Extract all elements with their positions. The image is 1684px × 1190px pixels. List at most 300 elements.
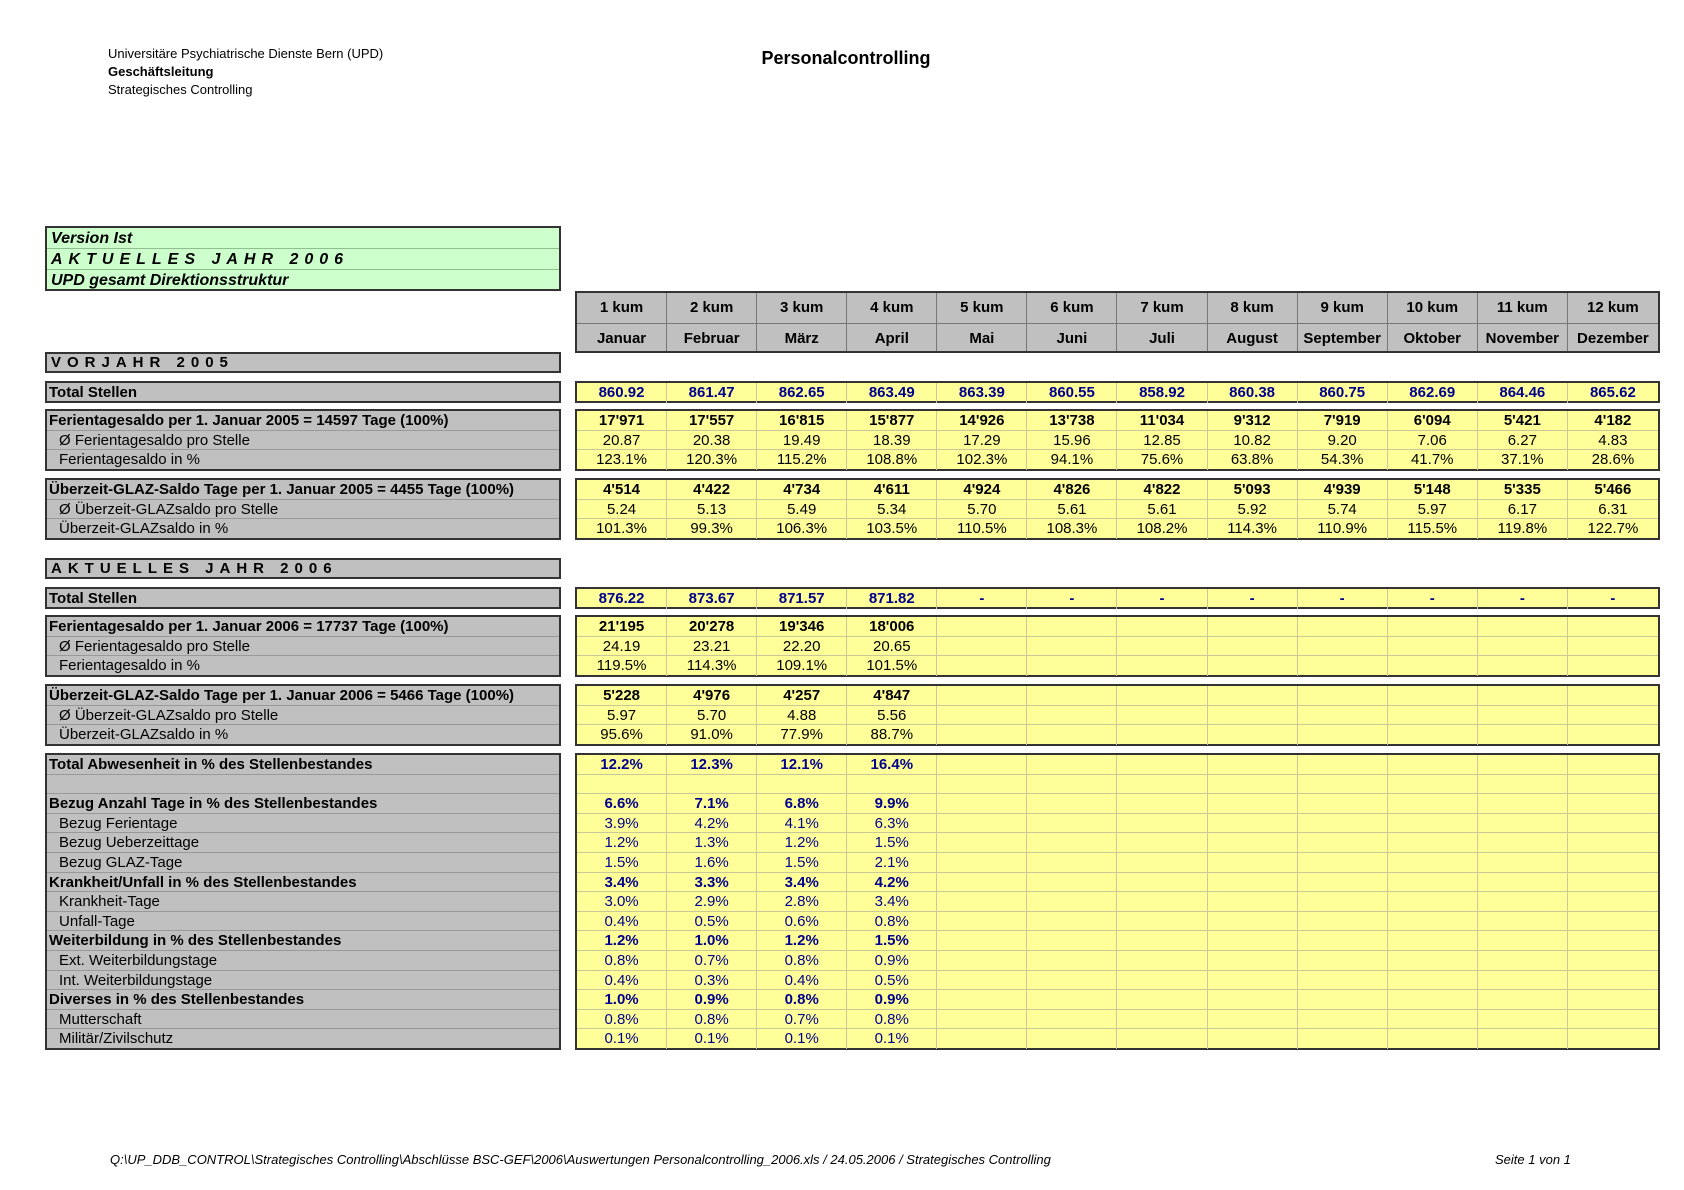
value-cell: 23.21 bbox=[667, 637, 757, 656]
row-label: Ø Ferientagesaldo pro Stelle bbox=[47, 637, 559, 657]
month-header bbox=[575, 291, 1660, 353]
value-row bbox=[577, 656, 1658, 676]
value-cell bbox=[1478, 814, 1568, 833]
value-cell: 5'093 bbox=[1208, 480, 1298, 499]
value-cell bbox=[1478, 873, 1568, 892]
value-cell bbox=[1298, 892, 1388, 911]
value-cell bbox=[1208, 971, 1298, 990]
value-cell bbox=[1568, 833, 1658, 852]
value-cell bbox=[1117, 833, 1207, 852]
value-row bbox=[577, 833, 1658, 853]
value-cell: 17.29 bbox=[937, 431, 1027, 450]
value-cell bbox=[1478, 990, 1568, 1009]
value-row bbox=[577, 411, 1658, 431]
kum-label: 4 kum bbox=[870, 299, 914, 316]
value-cell bbox=[1298, 686, 1388, 705]
value-cell: 54.3% bbox=[1298, 450, 1388, 470]
value-cell bbox=[937, 706, 1027, 725]
row-label: Unfall-Tage bbox=[47, 912, 559, 932]
value-cell bbox=[1027, 794, 1117, 813]
value-cell bbox=[1388, 706, 1478, 725]
value-cell bbox=[937, 912, 1027, 931]
value-cell bbox=[1388, 912, 1478, 931]
row-label: Ferientagesaldo per 1. Januar 2005 = 14597 Tage (100%) bbox=[47, 411, 559, 431]
org-department: Geschäftsleitung bbox=[108, 64, 214, 79]
value-cell bbox=[1208, 686, 1298, 705]
value-cell: 1.5% bbox=[847, 833, 937, 852]
row-label: Ø Ferientagesaldo pro Stelle bbox=[47, 431, 559, 451]
value-cell: 0.8% bbox=[667, 1010, 757, 1029]
aktuell-ueberzeit-labels bbox=[45, 684, 561, 746]
value-cell: 20.38 bbox=[667, 431, 757, 450]
value-cell: 2.8% bbox=[757, 892, 847, 911]
value-cell bbox=[1027, 725, 1117, 745]
value-cell: 5.97 bbox=[577, 706, 667, 725]
version-box bbox=[45, 226, 561, 291]
kum-label: 2 kum bbox=[689, 299, 734, 316]
value-cell: 16.4% bbox=[847, 755, 937, 774]
value-cell: 3.4% bbox=[847, 892, 937, 911]
value-cell bbox=[1478, 1010, 1568, 1029]
value-cell: 10.82 bbox=[1208, 431, 1298, 450]
value-cell bbox=[1568, 706, 1658, 725]
aktuell-abwesenheit-values bbox=[575, 753, 1660, 1050]
value-cell: 5.13 bbox=[667, 500, 757, 519]
month-column-header bbox=[577, 293, 667, 351]
month-column-header bbox=[1117, 293, 1207, 351]
aktuell-total-label-block bbox=[45, 587, 561, 609]
value-cell bbox=[1117, 775, 1207, 794]
value-cell: 871.57 bbox=[757, 589, 847, 609]
value-cell bbox=[937, 1029, 1027, 1049]
value-cell: 6'094 bbox=[1388, 411, 1478, 430]
value-cell bbox=[1478, 971, 1568, 990]
value-cell bbox=[1027, 686, 1117, 705]
kum-label: 12 kum bbox=[1587, 299, 1639, 316]
aktuell-abwesenheit-labels bbox=[45, 753, 561, 1050]
value-cell bbox=[667, 775, 757, 794]
value-cell: 0.9% bbox=[847, 951, 937, 970]
value-cell bbox=[1117, 637, 1207, 656]
value-row bbox=[577, 450, 1658, 470]
value-cell: - bbox=[1208, 589, 1298, 609]
row-label: Bezug Anzahl Tage in % des Stellenbestandes bbox=[47, 794, 559, 814]
month-column-header bbox=[1478, 293, 1568, 351]
value-cell bbox=[1478, 755, 1568, 774]
value-cell: 0.8% bbox=[577, 951, 667, 970]
value-row bbox=[577, 589, 1658, 609]
value-cell bbox=[1388, 971, 1478, 990]
row-label: Krankheit-Tage bbox=[47, 892, 559, 912]
value-cell bbox=[1208, 1029, 1298, 1049]
value-cell bbox=[1117, 686, 1207, 705]
value-cell bbox=[1478, 931, 1568, 950]
value-cell: 6.17 bbox=[1478, 500, 1568, 519]
value-cell: 5'148 bbox=[1388, 480, 1478, 499]
value-cell bbox=[1568, 853, 1658, 872]
value-cell: - bbox=[1117, 589, 1207, 609]
value-cell: 103.5% bbox=[847, 519, 937, 539]
value-cell bbox=[1027, 656, 1117, 676]
month-label: September bbox=[1298, 323, 1387, 354]
value-cell: 5'335 bbox=[1478, 480, 1568, 499]
value-cell: 15.96 bbox=[1027, 431, 1117, 450]
organisation-header bbox=[108, 45, 383, 99]
month-label: Februar bbox=[667, 323, 756, 354]
value-cell bbox=[1568, 1029, 1658, 1049]
value-cell: 0.7% bbox=[757, 1010, 847, 1029]
value-row bbox=[577, 1010, 1658, 1030]
value-cell: 20.65 bbox=[847, 637, 937, 656]
month-label: August bbox=[1208, 323, 1297, 354]
value-cell bbox=[1298, 873, 1388, 892]
value-cell bbox=[1208, 706, 1298, 725]
value-cell: 20'278 bbox=[667, 617, 757, 636]
value-cell: 12.1% bbox=[757, 755, 847, 774]
value-cell: 15'877 bbox=[847, 411, 937, 430]
value-cell: 18.39 bbox=[847, 431, 937, 450]
value-cell: - bbox=[1298, 589, 1388, 609]
value-cell bbox=[1027, 892, 1117, 911]
value-cell bbox=[1117, 794, 1207, 813]
value-cell bbox=[1568, 794, 1658, 813]
row-label: Ø Überzeit-GLAZsaldo pro Stelle bbox=[47, 500, 559, 520]
value-cell: 5.34 bbox=[847, 500, 937, 519]
value-cell: 9.20 bbox=[1298, 431, 1388, 450]
value-cell bbox=[1388, 931, 1478, 950]
month-column-header bbox=[937, 293, 1027, 351]
value-cell bbox=[1027, 1029, 1117, 1049]
value-cell: 5.74 bbox=[1298, 500, 1388, 519]
value-cell bbox=[1117, 755, 1207, 774]
value-cell bbox=[1117, 656, 1207, 676]
value-cell: 21'195 bbox=[577, 617, 667, 636]
kum-label: 10 kum bbox=[1406, 299, 1459, 316]
value-cell: 14'926 bbox=[937, 411, 1027, 430]
value-cell: 37.1% bbox=[1478, 450, 1568, 470]
value-cell bbox=[1117, 706, 1207, 725]
value-cell: 122.7% bbox=[1587, 520, 1639, 538]
value-cell bbox=[1298, 656, 1388, 676]
value-cell bbox=[1568, 775, 1658, 794]
footer-page-number: Seite 1 von 1 bbox=[1495, 1152, 1571, 1167]
value-cell: 873.67 bbox=[667, 589, 757, 609]
value-cell: 75.6% bbox=[1117, 450, 1207, 470]
value-cell bbox=[1298, 912, 1388, 931]
value-cell: 4'422 bbox=[667, 480, 757, 499]
value-cell: 3.4% bbox=[757, 873, 847, 892]
value-cell bbox=[1568, 617, 1658, 636]
value-cell bbox=[1388, 794, 1478, 813]
value-cell bbox=[1388, 990, 1478, 1009]
value-cell: 4'257 bbox=[757, 686, 847, 705]
value-cell: 109.1% bbox=[757, 656, 847, 676]
page-title: Personalcontrolling bbox=[761, 48, 931, 68]
value-cell bbox=[937, 617, 1027, 636]
value-cell bbox=[1117, 931, 1207, 950]
value-row bbox=[577, 480, 1658, 500]
value-cell bbox=[1027, 931, 1117, 950]
value-cell: 13'738 bbox=[1027, 411, 1117, 430]
value-cell: 7.06 bbox=[1388, 431, 1478, 450]
value-cell: 865.62 bbox=[1589, 384, 1636, 401]
value-cell bbox=[1568, 686, 1658, 705]
section-aktuell-title: AKTUELLES JAHR 2006 bbox=[45, 558, 561, 579]
value-cell bbox=[1298, 637, 1388, 656]
value-cell: - bbox=[1478, 589, 1568, 609]
row-label: Bezug Ueberzeittage bbox=[47, 833, 559, 853]
row-label: Überzeit-GLAZsaldo in % bbox=[59, 520, 229, 538]
value-cell bbox=[1478, 833, 1568, 852]
value-cell: 4'826 bbox=[1027, 480, 1117, 499]
value-cell bbox=[1208, 892, 1298, 911]
value-cell: 6.31 bbox=[1598, 500, 1628, 518]
row-label: Ext. Weiterbildungstage bbox=[47, 951, 559, 971]
value-cell bbox=[1568, 656, 1658, 676]
value-cell: 0.1% bbox=[577, 1029, 667, 1049]
value-cell bbox=[1568, 912, 1658, 931]
value-cell: 0.5% bbox=[847, 971, 937, 990]
value-cell bbox=[1478, 853, 1568, 872]
value-row bbox=[577, 794, 1658, 814]
value-cell: 862.69 bbox=[1388, 383, 1478, 403]
value-cell: 106.3% bbox=[757, 519, 847, 539]
value-cell: 0.8% bbox=[847, 1010, 937, 1029]
value-cell: 3.4% bbox=[577, 873, 667, 892]
value-cell: 94.1% bbox=[1027, 450, 1117, 470]
value-cell: 5'228 bbox=[577, 686, 667, 705]
month-column-header bbox=[1298, 293, 1388, 351]
value-cell: 1.5% bbox=[757, 853, 847, 872]
value-cell bbox=[1208, 617, 1298, 636]
value-cell: 862.65 bbox=[757, 383, 847, 403]
value-cell: 4.88 bbox=[757, 706, 847, 725]
value-cell bbox=[1478, 725, 1568, 745]
value-cell: 5.97 bbox=[1388, 500, 1478, 519]
value-cell: 0.5% bbox=[667, 912, 757, 931]
value-cell bbox=[1568, 892, 1658, 911]
value-row bbox=[577, 951, 1658, 971]
month-column-header bbox=[847, 293, 937, 351]
value-cell bbox=[1027, 951, 1117, 970]
value-cell bbox=[1388, 755, 1478, 774]
value-cell: 1.2% bbox=[577, 931, 667, 950]
value-cell: 3.3% bbox=[667, 873, 757, 892]
value-cell: 0.8% bbox=[757, 951, 847, 970]
value-cell: - bbox=[1610, 590, 1616, 607]
value-row bbox=[577, 931, 1658, 951]
value-cell: 9'312 bbox=[1208, 411, 1298, 430]
value-cell bbox=[1388, 892, 1478, 911]
value-cell: - bbox=[1388, 589, 1478, 609]
value-cell: 0.4% bbox=[577, 912, 667, 931]
value-cell bbox=[1568, 971, 1658, 990]
value-cell bbox=[1568, 873, 1658, 892]
value-cell bbox=[1568, 725, 1658, 745]
section-vorjahr-title: VORJAHR 2005 bbox=[45, 352, 561, 373]
value-cell bbox=[1478, 794, 1568, 813]
value-row bbox=[577, 912, 1658, 932]
value-cell bbox=[937, 775, 1027, 794]
value-cell bbox=[1568, 1010, 1658, 1029]
value-cell bbox=[1027, 971, 1117, 990]
value-cell: 3.9% bbox=[577, 814, 667, 833]
month-column-header bbox=[757, 293, 847, 351]
value-cell: 120.3% bbox=[667, 450, 757, 470]
vorjahr-ferien-values bbox=[575, 409, 1660, 471]
value-cell: - bbox=[1027, 589, 1117, 609]
value-cell: 6.27 bbox=[1478, 431, 1568, 450]
value-row bbox=[577, 814, 1658, 834]
value-cell: 110.5% bbox=[937, 519, 1027, 539]
value-row bbox=[577, 775, 1658, 795]
vorjahr-total-label-block bbox=[45, 381, 561, 403]
kum-label: 3 kum bbox=[780, 299, 824, 316]
row-label: Überzeit-GLAZsaldo in % bbox=[59, 726, 229, 744]
value-cell bbox=[1117, 971, 1207, 990]
month-label: Mai bbox=[937, 323, 1026, 354]
value-cell: 5.92 bbox=[1208, 500, 1298, 519]
month-label: Juli bbox=[1117, 323, 1206, 354]
value-cell: 114.3% bbox=[1208, 519, 1298, 539]
value-cell bbox=[937, 755, 1027, 774]
kum-label: 1 kum bbox=[599, 299, 644, 316]
value-cell bbox=[937, 794, 1027, 813]
value-cell: 17'971 bbox=[577, 411, 667, 430]
value-cell: 119.8% bbox=[1478, 519, 1568, 539]
value-cell bbox=[757, 775, 847, 794]
row-label: Überzeit-GLAZ-Saldo Tage per 1. Januar 2006 = 5466 Tage (100%) bbox=[47, 686, 559, 706]
value-cell bbox=[1298, 775, 1388, 794]
value-cell bbox=[1117, 725, 1207, 745]
row-label: Ø Überzeit-GLAZsaldo pro Stelle bbox=[47, 706, 559, 726]
value-cell: 6.6% bbox=[577, 794, 667, 813]
value-cell bbox=[1388, 1029, 1478, 1049]
value-cell bbox=[1388, 775, 1478, 794]
value-cell bbox=[1117, 990, 1207, 1009]
row-label: Int. Weiterbildungstage bbox=[47, 971, 559, 991]
month-column-header bbox=[1027, 293, 1117, 351]
value-cell: 4'847 bbox=[847, 686, 937, 705]
value-cell bbox=[1568, 990, 1658, 1009]
value-cell bbox=[1388, 873, 1478, 892]
value-cell bbox=[1568, 814, 1658, 833]
value-cell bbox=[1027, 1010, 1117, 1029]
value-cell: 4.2% bbox=[847, 873, 937, 892]
footer-file-path: Q:\UP_DDB_CONTROL\Strategisches Controlling\Abschlüsse BSC-GEF\2006\Auswertungen Personalcontrolling_2006.xls / 24.05.2006 / Strategisches Controlling bbox=[110, 1152, 1051, 1167]
value-cell: 108.2% bbox=[1117, 519, 1207, 539]
value-cell bbox=[937, 656, 1027, 676]
vorjahr-total-label: Total Stellen bbox=[49, 384, 138, 401]
value-cell: 5.70 bbox=[667, 706, 757, 725]
kum-label: 5 kum bbox=[960, 299, 1004, 316]
aktuell-total-values bbox=[575, 587, 1660, 609]
row-label: Ferientagesaldo per 1. Januar 2006 = 17737 Tage (100%) bbox=[47, 617, 559, 637]
row-label: Bezug GLAZ-Tage bbox=[47, 853, 559, 873]
value-cell bbox=[1208, 990, 1298, 1009]
value-cell: 860.55 bbox=[1027, 383, 1117, 403]
value-cell: 4.1% bbox=[757, 814, 847, 833]
value-cell: 2.1% bbox=[847, 853, 937, 872]
value-row bbox=[577, 519, 1658, 539]
value-cell bbox=[937, 931, 1027, 950]
value-cell bbox=[1388, 814, 1478, 833]
kum-label: 7 kum bbox=[1140, 299, 1184, 316]
value-cell: 863.49 bbox=[847, 383, 937, 403]
aktuell-ferien-values bbox=[575, 615, 1660, 677]
row-label bbox=[47, 775, 559, 795]
value-cell: 11'034 bbox=[1117, 411, 1207, 430]
value-cell bbox=[1478, 892, 1568, 911]
value-cell: 5.24 bbox=[577, 500, 667, 519]
value-cell: 19.49 bbox=[757, 431, 847, 450]
value-cell bbox=[937, 971, 1027, 990]
month-label: April bbox=[847, 323, 936, 354]
row-label: Total Abwesenheit in % des Stellenbestandes bbox=[47, 755, 559, 775]
value-cell: 4.2% bbox=[667, 814, 757, 833]
row-label: Diverses in % des Stellenbestandes bbox=[47, 990, 559, 1010]
value-cell: 0.1% bbox=[847, 1029, 937, 1049]
value-cell: 16'815 bbox=[757, 411, 847, 430]
value-cell: 0.1% bbox=[757, 1029, 847, 1049]
value-cell bbox=[1388, 853, 1478, 872]
value-cell: 108.8% bbox=[847, 450, 937, 470]
value-cell: 12.3% bbox=[667, 755, 757, 774]
value-cell bbox=[937, 725, 1027, 745]
value-cell: 4'514 bbox=[577, 480, 667, 499]
value-cell bbox=[577, 775, 667, 794]
value-cell bbox=[1027, 814, 1117, 833]
value-cell bbox=[937, 951, 1027, 970]
value-cell bbox=[1208, 1010, 1298, 1029]
value-cell: 114.3% bbox=[667, 656, 757, 676]
value-row bbox=[577, 706, 1658, 726]
month-label: Juni bbox=[1027, 323, 1116, 354]
value-cell: 4.83 bbox=[1598, 431, 1628, 449]
kum-label: 8 kum bbox=[1230, 299, 1274, 316]
vorjahr-ferien-labels bbox=[45, 409, 561, 471]
value-cell: 4'976 bbox=[667, 686, 757, 705]
value-cell bbox=[1298, 1010, 1388, 1029]
value-cell: 0.8% bbox=[757, 990, 847, 1009]
value-cell bbox=[1478, 1029, 1568, 1049]
value-cell: 0.8% bbox=[847, 912, 937, 931]
value-cell: 5.70 bbox=[937, 500, 1027, 519]
value-cell: 88.7% bbox=[847, 725, 937, 745]
value-cell bbox=[1117, 873, 1207, 892]
value-cell bbox=[1298, 706, 1388, 725]
value-row bbox=[577, 892, 1658, 912]
value-cell: - bbox=[937, 589, 1027, 609]
value-cell bbox=[1208, 725, 1298, 745]
value-row bbox=[577, 637, 1658, 657]
value-cell bbox=[847, 775, 937, 794]
value-cell bbox=[1208, 833, 1298, 852]
value-cell bbox=[1478, 775, 1568, 794]
value-cell: 1.2% bbox=[757, 931, 847, 950]
value-cell: 1.6% bbox=[667, 853, 757, 872]
value-cell bbox=[1027, 833, 1117, 852]
value-cell bbox=[937, 686, 1027, 705]
value-cell bbox=[1027, 706, 1117, 725]
value-cell bbox=[1027, 755, 1117, 774]
value-cell: 5.56 bbox=[847, 706, 937, 725]
row-label: Ferientagesaldo in % bbox=[59, 657, 200, 675]
value-cell bbox=[1208, 931, 1298, 950]
kum-label: 6 kum bbox=[1050, 299, 1094, 316]
value-cell bbox=[1298, 814, 1388, 833]
value-cell bbox=[1027, 775, 1117, 794]
